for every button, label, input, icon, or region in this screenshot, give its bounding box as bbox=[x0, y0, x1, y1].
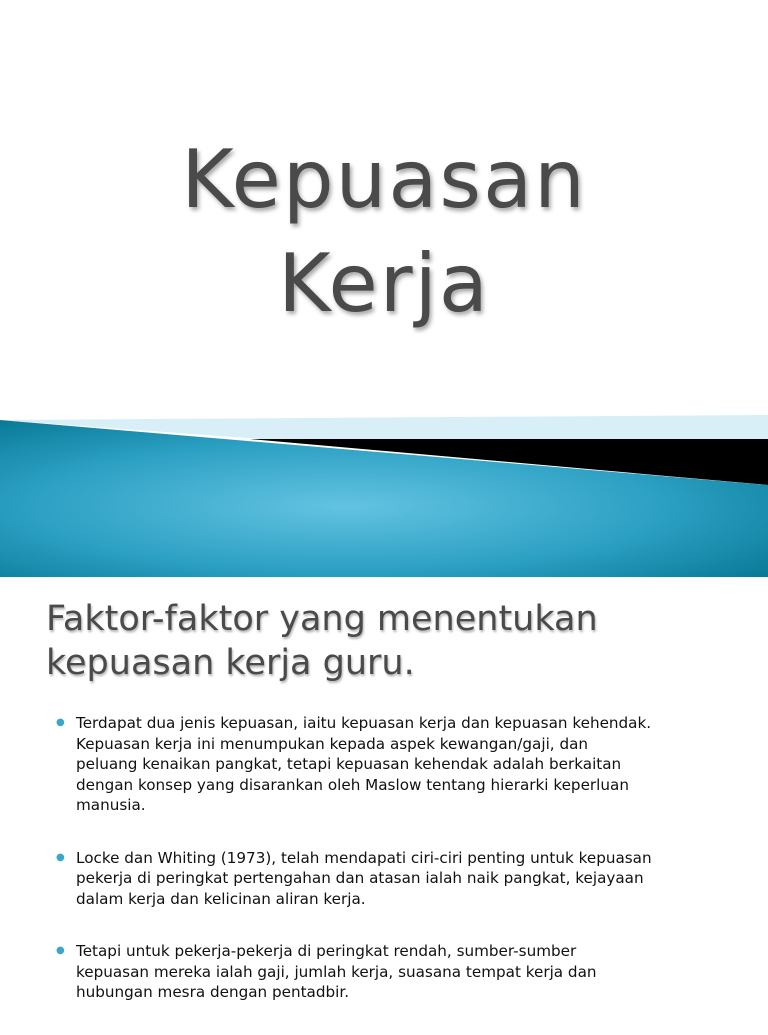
bullet-line: pekerja di peringkat pertengahan dan atasan ialah naik pangkat, kejayaan bbox=[76, 869, 644, 887]
bullet-line: kepuasan mereka ialah gaji, jumlah kerja, suasana tempat kerja dan bbox=[76, 962, 597, 981]
bullet-line: peluang kenaikan pangkat, tetapi kepuasan kehendak adalah berkaitan bbox=[76, 755, 622, 773]
bullet-icon: ● bbox=[56, 717, 65, 728]
bullet-line: hubungan mesra dengan pentadbir. bbox=[76, 983, 350, 1001]
content-slide bbox=[0, 577, 768, 1024]
bullet-item bbox=[52, 941, 732, 1003]
bullet-line: Terdapat dua jenis kepuasan, iaitu kepuasan kerja dan kepuasan kehendak. bbox=[76, 714, 652, 732]
bullet-icon: ● bbox=[56, 945, 65, 956]
bullet-item bbox=[52, 848, 732, 910]
bullet-line: manusia. bbox=[76, 796, 146, 814]
bullet-text bbox=[76, 941, 732, 1003]
bullet-line: dalam kerja dan kelicinan aliran kerja. bbox=[76, 889, 366, 908]
bullet-line: Kepuasan kerja ini menumpukan kepada aspek kewangan/gaji, dan bbox=[76, 734, 589, 753]
bullet-text bbox=[76, 713, 732, 816]
slide-title bbox=[0, 128, 768, 336]
decorative-band bbox=[0, 405, 768, 577]
bullet-line: dengan konsep yang disarankan oleh Maslow tentang hierarki keperluan bbox=[76, 775, 629, 794]
content-title-line-1: Faktor-faktor yang menentukan bbox=[46, 599, 598, 639]
content-title bbox=[46, 597, 746, 685]
bullet-line: Locke dan Whiting (1973), telah mendapati ciri-ciri penting untuk kepuasan bbox=[76, 848, 652, 867]
bullet-line: Tetapi untuk pekerja-pekerja di peringkat rendah, sumber-sumber bbox=[76, 942, 577, 960]
bullet-text bbox=[76, 848, 732, 910]
slide-title-line-2: Kerja bbox=[278, 237, 490, 330]
bullet-item bbox=[52, 713, 732, 816]
bullet-list bbox=[52, 713, 732, 1035]
bullet-icon: ● bbox=[56, 851, 65, 863]
content-title-line-2: kepuasan kerja guru. bbox=[46, 643, 415, 683]
slide-title-line-1: Kepuasan bbox=[181, 133, 587, 226]
